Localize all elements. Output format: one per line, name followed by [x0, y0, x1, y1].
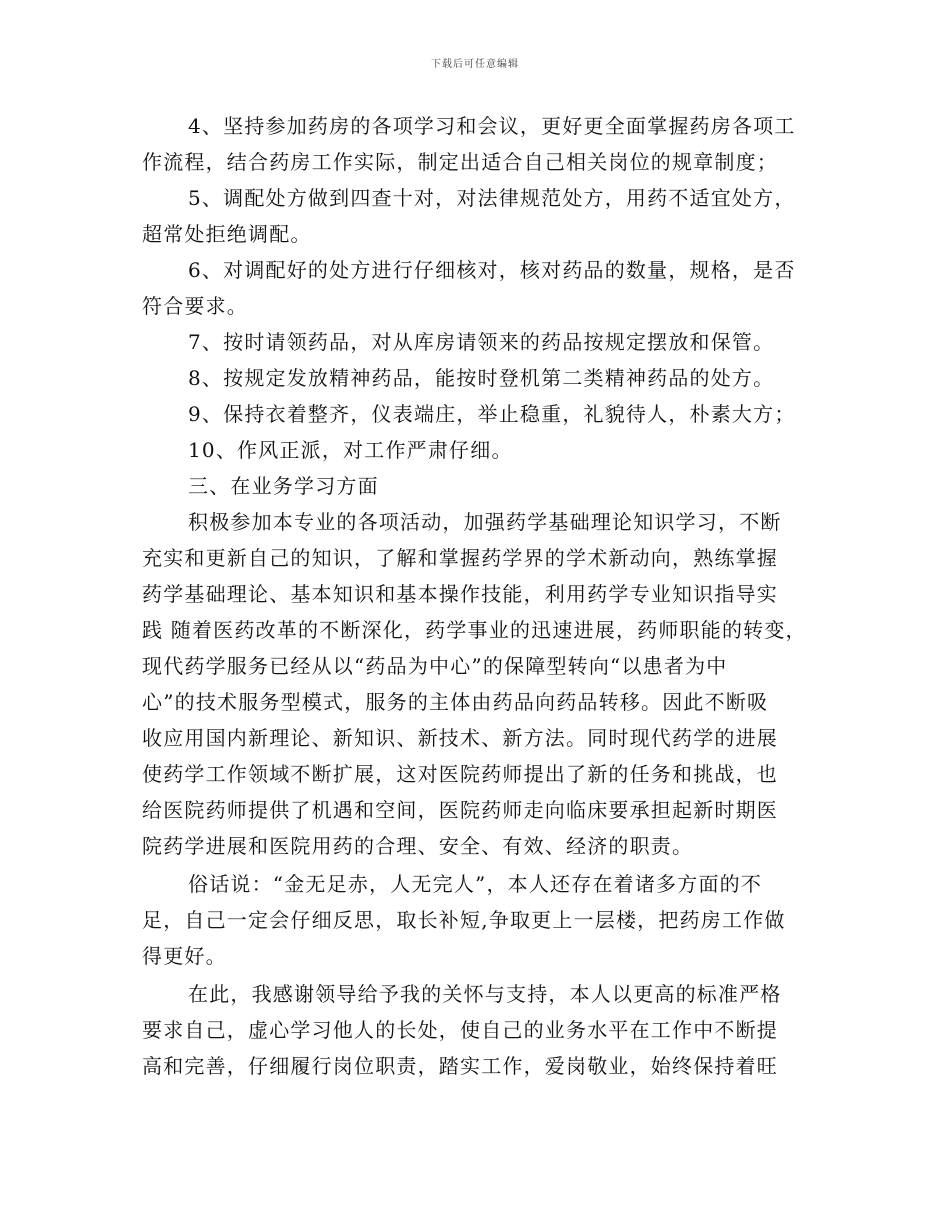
paragraph-line: 超常处拒绝调配。: [142, 222, 312, 246]
paragraph-line: 院药学进展和医院用药的合理、安全、有效、经济的职责。: [142, 834, 694, 858]
paragraph-line: 7、按时请领药品，对从库房请领来的药品按规定摆放和保管。: [188, 330, 775, 354]
paragraph-line: 4、坚持参加药房的各项学习和会议，更好更全面掌握药房各项工: [188, 114, 796, 138]
document-body: [142, 108, 817, 1084]
paragraph-line: 9、保持衣着整齐，仪表端庄，举止稳重，礼貌待人，朴素大方；: [188, 402, 796, 426]
section-heading: 三、在业务学习方面: [188, 474, 379, 498]
paragraph-line: 作流程，结合药房工作实际，制定出适合自己相关岗位的规章制度；: [142, 150, 778, 174]
paragraph-line: 俗话说：“金无足赤，人无完人”，本人还存在着诸多方面的不: [188, 872, 763, 896]
paragraph-line: 6、对调配好的处方进行仔细核对，核对药品的数量，规格，是否: [188, 258, 796, 282]
paragraph-line: 足，自己一定会仔细反思，取长补短,争取更上一层楼，把药房工作做: [142, 908, 786, 932]
paragraph-line: 8、按规定发放精神药品，能按时登机第二类精神药品的处方。: [188, 366, 775, 390]
paragraph-line: 药学基础理论、基本知识和基本操作技能，利用药学专业知识指导实: [142, 582, 778, 606]
paragraph-line: 10、作风正派，对工作严肃仔细。: [188, 438, 513, 462]
paragraph-line: 心”的技术服务型模式，服务的主体由药品向药品转移。因此不断吸: [142, 690, 769, 714]
paragraph-line: 充实和更新自己的知识，了解和掌握药学界的学术新动向，熟练掌握: [142, 546, 778, 570]
paragraph-line: 要求自己，虚心学习他人的长处，使自己的业务水平在工作中不断提: [142, 1018, 778, 1042]
paragraph-line: 积极参加本专业的各项活动，加强药学基础理论知识学习，不断: [188, 510, 782, 534]
paragraph-line: 使药学工作领域不断扩展，这对医院药师提出了新的任务和挑战，也: [142, 762, 778, 786]
paragraph-line: 符合要求。: [142, 294, 248, 318]
page-header: 下载后可任意编辑: [431, 59, 519, 70]
paragraph-line: 给医院药师提供了机遇和空间，医院药师走向临床要承担起新时期医: [142, 798, 778, 822]
paragraph-line: 收应用国内新理论、新知识、新技术、新方法。同时现代药学的进展: [142, 726, 778, 750]
paragraph-line: 得更好。: [142, 944, 227, 968]
paragraph-line: 高和完善，仔细履行岗位职责，踏实工作，爱岗敬业，始终保持着旺: [142, 1054, 778, 1078]
paragraph-line: 现代药学服务已经从以“药品为中心”的保障型转向“以患者为中: [142, 654, 728, 678]
paragraph-line: 在此，我感谢领导给予我的关怀与支持，本人以更高的标准严格: [188, 982, 782, 1006]
paragraph-line: 践 随着医药改革的不断深化，药学事业的迅速进展，药师职能的转变，: [142, 618, 807, 642]
paragraph-line: 5、调配处方做到四查十对，对法律规范处方，用药不适宜处方，: [188, 186, 796, 210]
